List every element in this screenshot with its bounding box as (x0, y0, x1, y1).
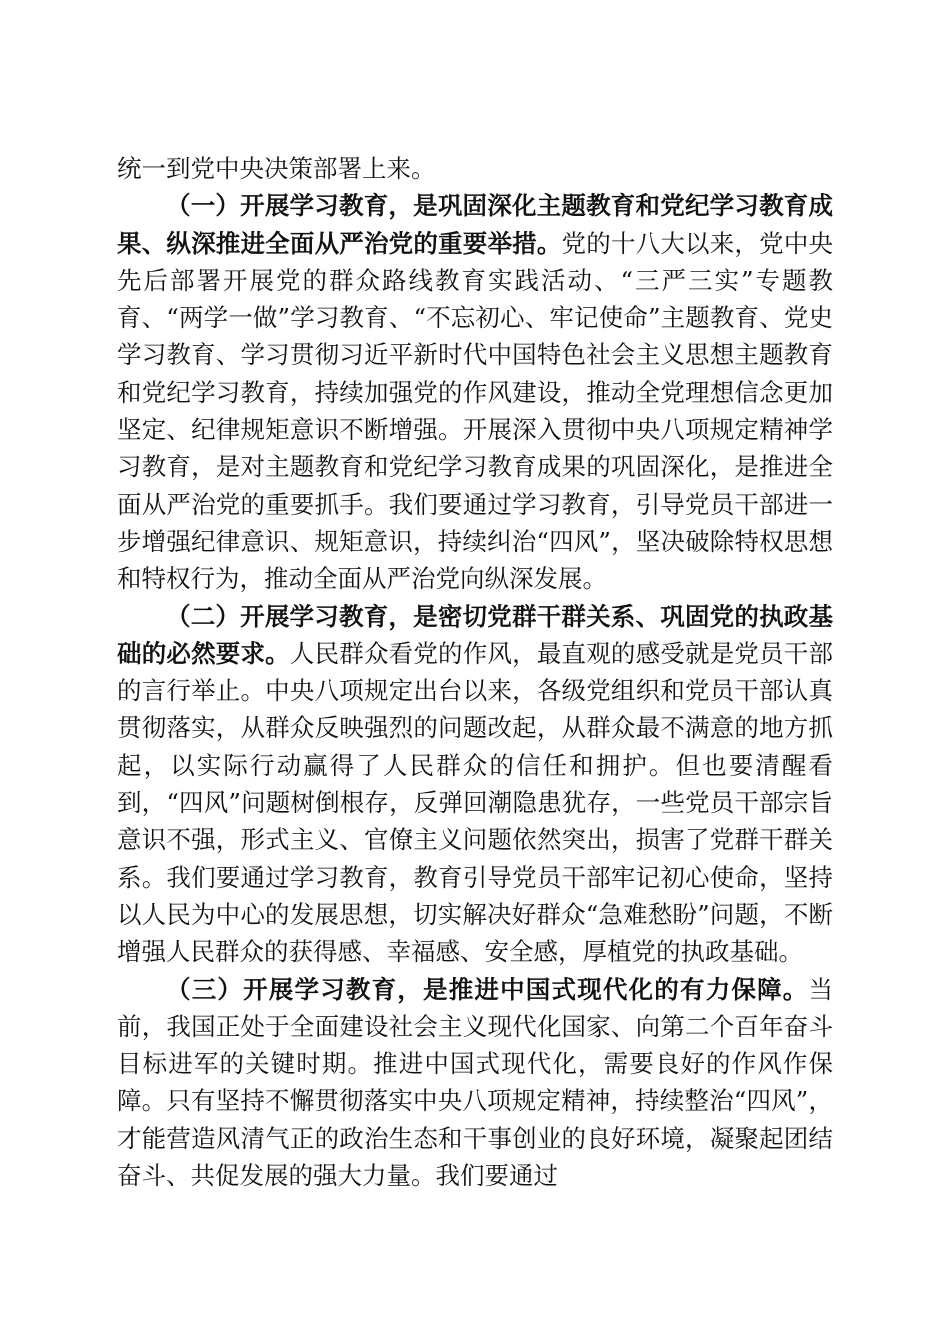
section-1-paragraph (117, 187, 833, 597)
section-1-body: 党的十八大以来，党中央先后部署开展党的群众路线教育实践活动、“三严三实”专题教育、“两学一做”学习教育、“不忘初心、牢记使命”主题教育、党史学习教育、学习贯彻习近平新时代中国特色社会主义思想主题教育和党纪学习教育，持续加强党的作风建设，推动全党理想信念更加坚定、纪律规矩意识不断增强。开展深入贯彻中央八项规定精神学习教育，是对主题教育和党纪学习教育成果的巩固深化，是推进全面从严治党的重要抓手。我们要通过学习教育，引导党员干部进一步增强纪律意识、规矩意识，持续纠治“四风”，坚决破除特权思想和特权行为，推动全面从严治党向纵深发展。 (117, 228, 834, 594)
document-body (117, 150, 833, 1194)
continuation-paragraph: 统一到党中央决策部署上来。 (117, 154, 436, 183)
section-3-lead: （三）开展学习教育，是推进中国式现代化的有力保障。 (166, 974, 809, 1004)
section-1-lead: （一）开展学习教育，是巩固深化主题教育和党纪学习教育成果、纵深推进全面从严治党的重要举措。 (117, 191, 833, 258)
section-3-body: 当前，我国正处于全面建设社会主义现代化国家、向第二个百年奋斗目标进军的关键时期。推进中国式现代化，需要良好的作风作保障。只有坚持不懈贯彻落实中央八项规定精神，持续整治“四风”，才能营造风清气正的政治生态和干事创业的良好环境，凝聚起团结奋斗、共促发展的强大力量。我们要通过 (117, 974, 833, 1191)
section-2-lead: （二）开展学习教育，是密切党群干群关系、巩固党的执政基础的必然要求。 (117, 601, 833, 668)
section-3-paragraph (117, 971, 833, 1195)
section-2-paragraph (117, 598, 833, 971)
section-2-body: 人民群众看党的作风，最直观的感受就是党员干部的言行举止。中央八项规定出台以来，各级党组织和党员干部认真贯彻落实，从群众反映强烈的问题改起，从群众最不满意的地方抓起，以实际行动赢得了人民群众的信任和拥护。但也要清醒看到，“四风”问题树倒根存，反弹回潮隐患犹存，一些党员干部宗旨意识不强，形式主义、官僚主义问题依然突出，损害了党群干群关系。我们要通过学习教育，教育引导党员干部牢记初心使命，坚持以人民为中心的发展思想，切实解决好群众“急难愁盼”问题，不断增强人民群众的获得感、幸福感、安全感，厚植党的执政基础。 (117, 638, 833, 967)
